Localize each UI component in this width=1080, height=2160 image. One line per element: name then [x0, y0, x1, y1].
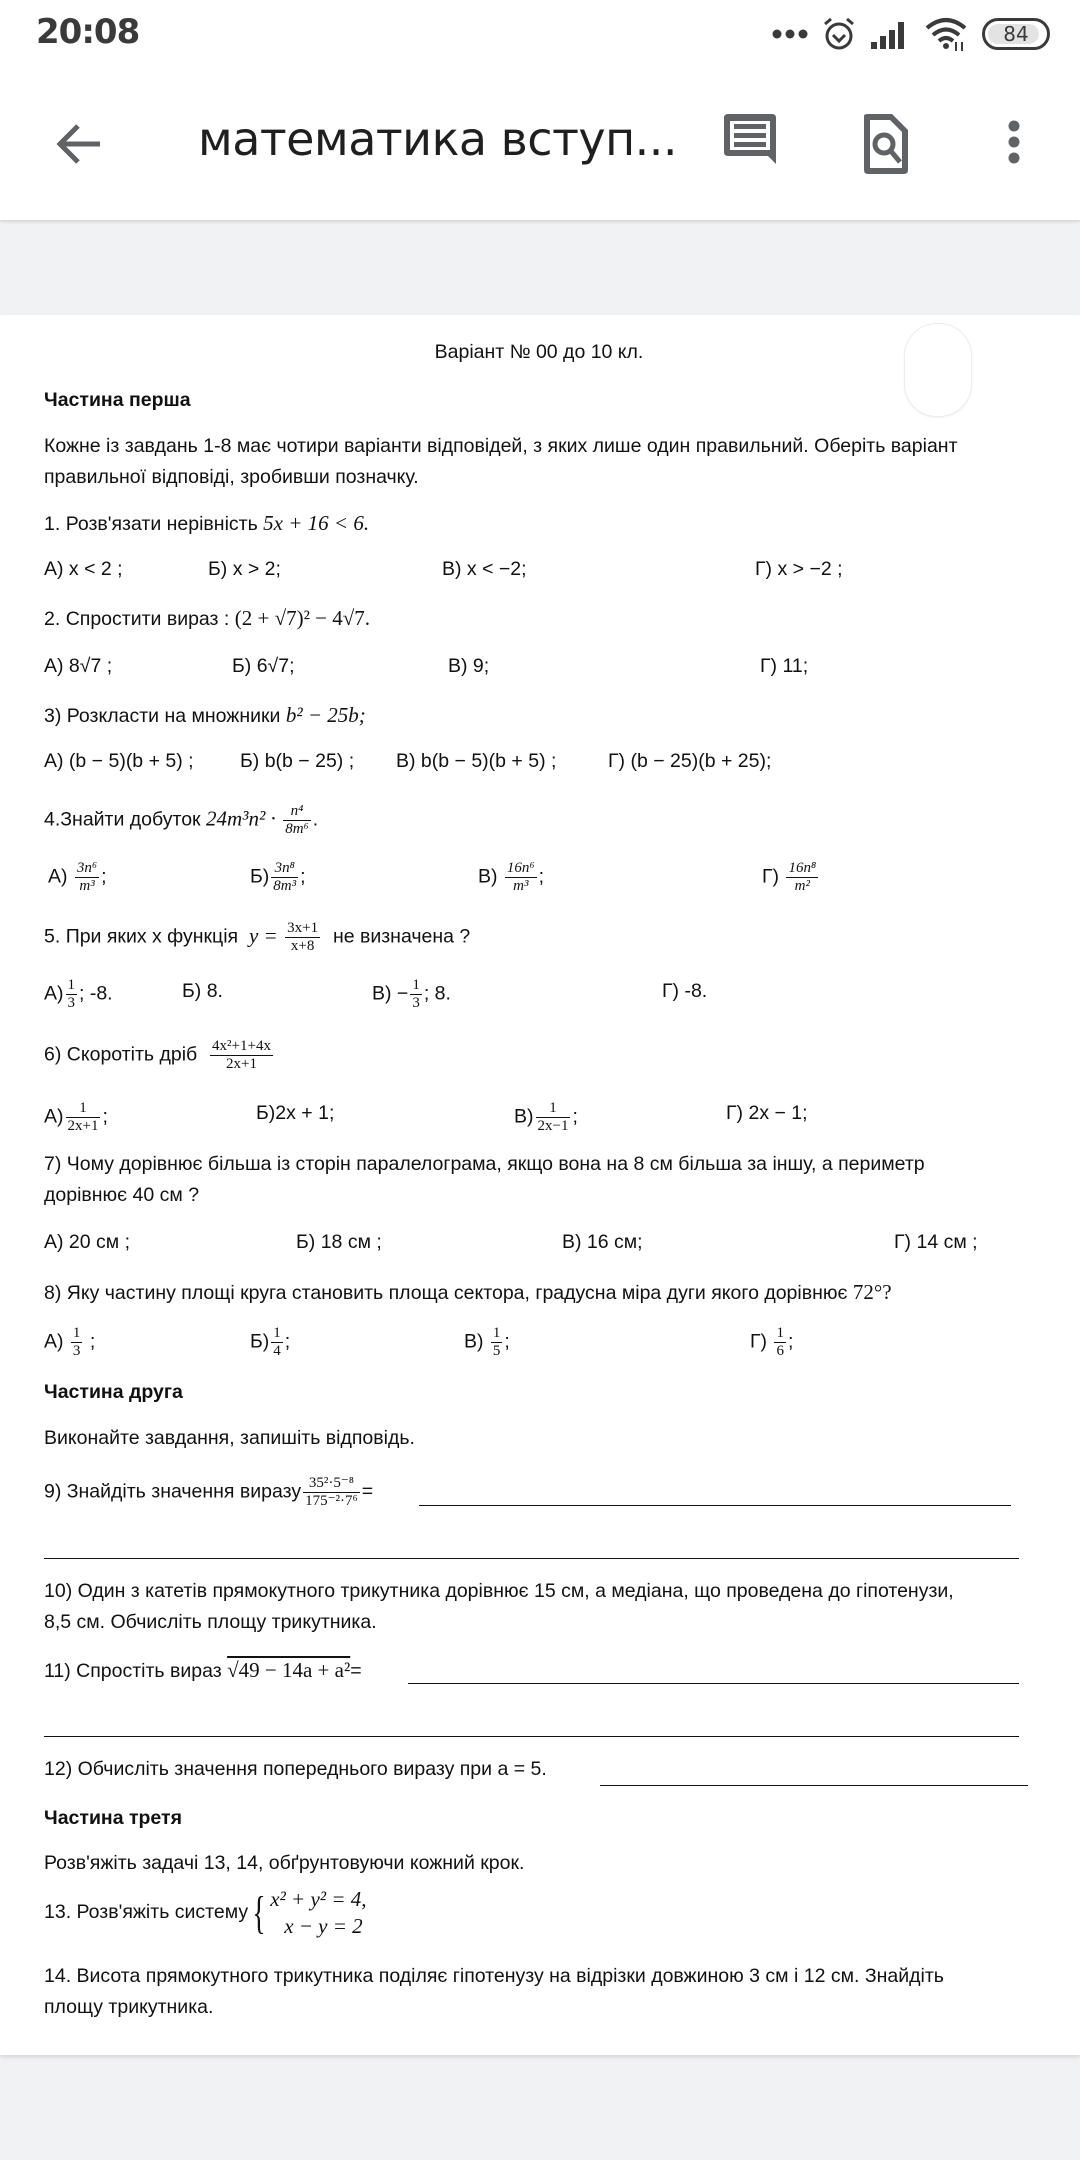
q5-option-a[interactable]: А) $\frac{1}{3}$ ; -8.	[44, 977, 113, 1011]
question-10-line1: 10) Один з катетів прямокутного трикутника дорівнює 15 см, а медіана, що проведена до гіпотенузи,	[44, 1580, 954, 1602]
question-5: 5. При яких х функція y = $\frac{3x+1}{x+8}$ не визначена ?	[44, 920, 471, 954]
comments-icon[interactable]	[720, 112, 780, 176]
part3-heading: Частина третя	[44, 1807, 182, 1829]
battery-level: 84	[1003, 22, 1029, 46]
q7-option-b[interactable]: Б) 18 см ;	[296, 1231, 382, 1253]
question-7-line1: 7) Чому дорівнює більша із сторін паралелограма, якщо вона на 8 см більша за іншу, а периметр	[44, 1153, 925, 1175]
q1-expression: 5x + 16 < 6.	[263, 511, 370, 535]
q6-option-c[interactable]: В) $\frac{1}{2x-1}$ ;	[514, 1100, 578, 1134]
q6-option-d[interactable]: Г) 2x − 1;	[726, 1102, 808, 1124]
question-4: 4.Знайти добуток 24m³n² · $\frac{\text{n⁴}}{\text{8m⁶}}$ .	[44, 803, 319, 837]
more-dots-icon	[772, 28, 808, 40]
find-in-document-icon[interactable]	[858, 112, 918, 176]
q3-option-c[interactable]: В) b(b − 5)(b + 5) ;	[396, 750, 557, 772]
q6-option-b[interactable]: Б)2x + 1;	[256, 1102, 335, 1124]
q1-option-d[interactable]: Г) x > −2 ;	[755, 558, 843, 580]
q1-option-a[interactable]: А) x < 2 ;	[44, 558, 123, 580]
q4-option-b[interactable]: Б) $\frac{\text{3n⁸}}{\text{8m³}}$ ;	[250, 860, 306, 894]
q4-option-c[interactable]: В) $\frac{\text{16n⁶}}{\text{m³}}$ ;	[478, 860, 545, 894]
q7-option-c[interactable]: В) 16 см;	[562, 1231, 643, 1253]
q3-option-d[interactable]: Г) (b − 25)(b + 25);	[608, 750, 772, 772]
q2-expression: (2 + √7)² − 4√7.	[234, 606, 371, 630]
q2-option-c[interactable]: В) 9;	[448, 655, 490, 677]
app-bar	[0, 68, 1080, 220]
question-10-line2: 8,5 см. Обчисліть площу трикутника.	[44, 1611, 377, 1633]
q3-expression: b² − 25b;	[285, 703, 366, 727]
question-14-line2: площу трикутника.	[44, 1996, 214, 2018]
q5-fraction: $\frac{3x+1}{x+8}$	[287, 920, 319, 954]
question-3: 3) Розкласти на множники b² − 25b;	[44, 703, 366, 727]
status-time: 20:08	[36, 12, 140, 52]
variant-title: Варіант № 00 до 10 кл.	[434, 341, 644, 363]
q5-option-c[interactable]: В) − $\frac{1}{3}$ ; 8.	[372, 977, 451, 1011]
q1-option-b[interactable]: Б) x > 2;	[208, 558, 281, 580]
q9-answer-line-2[interactable]	[44, 1558, 1019, 1559]
q7-option-d[interactable]: Г) 14 см ;	[894, 1231, 978, 1253]
status-bar	[0, 0, 1080, 68]
question-9: 9) Знайдіть значення виразу $\frac{\text{35²·5⁻⁸}}{\text{175⁻²·7⁶}}$ =	[44, 1475, 374, 1509]
q11-answer-line[interactable]	[408, 1683, 1019, 1684]
more-vert-icon[interactable]	[990, 112, 1038, 176]
status-icons	[772, 14, 1050, 54]
battery-icon	[982, 18, 1050, 50]
q3-option-a[interactable]: А) (b − 5)(b + 5) ;	[44, 750, 194, 772]
question-7-line2: дорівнює 40 см ?	[44, 1184, 200, 1206]
q2-option-b[interactable]: Б) 6√7;	[232, 655, 295, 677]
question-2: 2. Спростити вираз : (2 + √7)² − 4√7.	[44, 606, 371, 630]
q12-answer-line[interactable]	[600, 1785, 1028, 1786]
q7-option-a[interactable]: А) 20 см ;	[44, 1231, 131, 1253]
q5-option-d[interactable]: Г) -8.	[662, 980, 708, 1002]
q9-answer-line[interactable]	[419, 1505, 1011, 1506]
q4-option-d[interactable]: Г) $\frac{\text{16n⁸}}{\text{m²}}$	[762, 860, 817, 894]
q1-option-c[interactable]: В) x < −2;	[442, 558, 527, 580]
part1-heading: Частина перша	[44, 389, 191, 411]
question-12: 12) Обчисліть значення попереднього виразу при a = 5.	[44, 1758, 547, 1780]
q4-option-a[interactable]: А) $\frac{\text{3n⁶}}{\text{m³}}$ ;	[48, 860, 107, 894]
part2-instructions: Виконайте завдання, запишіть відповідь.	[44, 1427, 415, 1449]
q11-answer-line-2[interactable]	[44, 1736, 1019, 1737]
q6-fraction: $\frac{\text{4x²+1+4x}}{2x+1}$	[212, 1038, 271, 1072]
q6-option-a[interactable]: А) $\frac{1}{2x+1}$ ;	[44, 1100, 108, 1134]
question-14-line1: 14. Висота прямокутного трикутника поділяє гіпотенузу на відрізки довжиною 3 см і 12 см. Знайдіть	[44, 1965, 944, 1987]
q5-option-b[interactable]: Б) 8.	[182, 980, 223, 1002]
q4-fraction: $\frac{\text{n⁴}}{\text{8m⁶}}$	[285, 803, 309, 837]
question-13: 13. Розв'яжіть систему{ x² + y² = 4, x − y = 2	[44, 1887, 367, 1938]
q3-option-b[interactable]: Б) b(b − 25) ;	[240, 750, 355, 772]
part1-instructions-line1: Кожне із завдань 1-8 має чотири варіанти відповідей, з яких лише один правильний. Оберіть варіант	[44, 435, 958, 457]
part1-instructions-line2: правильної відповіді, зробивши позначку.	[44, 466, 419, 488]
part2-heading: Частина друга	[44, 1381, 183, 1403]
q8-option-c[interactable]: В) $\frac{1}{5}$ ;	[464, 1325, 510, 1359]
question-11: 11) Спростіть вираз √49 − 14a + a²=	[44, 1658, 362, 1682]
part3-instructions: Розв'яжіть задачі 13, 14, обґрунтовуючи кожний крок.	[44, 1852, 525, 1874]
wifi-icon	[924, 16, 968, 52]
document-title: математика вступ...	[198, 112, 678, 166]
q8-option-d[interactable]: Г) $\frac{1}{6}$ ;	[750, 1325, 794, 1359]
q2-option-a[interactable]: А) 8√7 ;	[44, 655, 113, 677]
q8-option-b[interactable]: Б) $\frac{1}{4}$ ;	[250, 1325, 291, 1359]
alarm-icon	[822, 16, 856, 52]
document-page[interactable]	[0, 315, 1080, 2055]
signal-icon	[870, 18, 910, 50]
question-1: 1. Розв'язати нерівність 5x + 16 < 6.	[44, 511, 370, 535]
q2-option-d[interactable]: Г) 11;	[760, 655, 809, 677]
fast-scroll-handle[interactable]	[904, 323, 972, 417]
question-8: 8) Яку частину площі круга становить площа сектора, градусна міра дуги якого дорівнює 72°?	[44, 1280, 892, 1304]
arrow-left-icon[interactable]	[50, 114, 110, 174]
q8-option-a[interactable]: А) $\frac{1}{3}$ ;	[44, 1325, 96, 1359]
question-6: 6) Скоротіть дріб $\frac{\text{4x²+1+4x}}{2x+1}$	[44, 1038, 271, 1072]
